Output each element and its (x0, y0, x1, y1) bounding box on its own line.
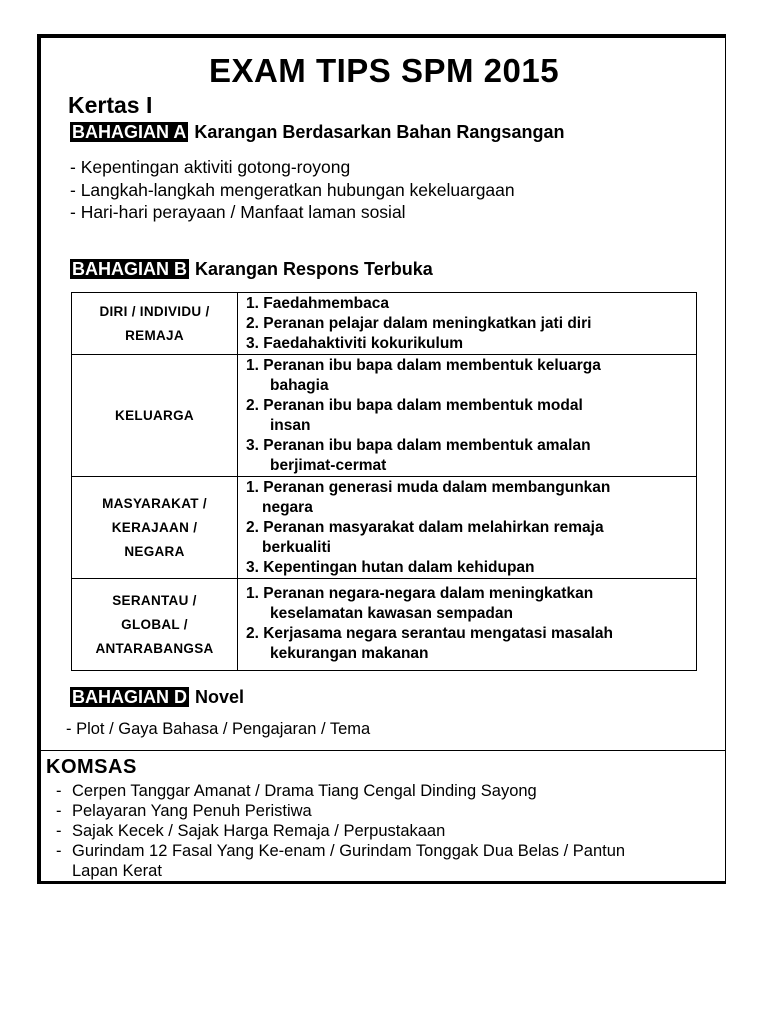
category-label: GLOBAL / (121, 616, 188, 632)
section-divider (41, 750, 726, 751)
topic-line: 3. Peranan ibu bapa dalam membentuk amalan (246, 437, 591, 454)
section-a-tag: BAHAGIAN A (72, 122, 187, 142)
section-d-title: Novel (195, 687, 245, 707)
section-a-title: Karangan Berdasarkan Bahan Rangsangan (194, 122, 565, 142)
section-b-heading (70, 259, 433, 280)
category-label: NEGARA (124, 543, 185, 559)
list-item: - Sajak Kecek / Sajak Harga Remaja / Perpustakaan (56, 822, 446, 840)
category-cell (72, 477, 238, 579)
list-item: - Langkah-langkah mengeratkan hubungan kekeluargaan (70, 179, 515, 200)
category-label: MASYARAKAT / (102, 495, 207, 511)
section-b-title: Karangan Respons Terbuka (195, 259, 433, 279)
topic-line: 3. Faedahaktiviti kokurikulum (246, 335, 464, 352)
section-d-item: - Plot / Gaya Bahasa / Pengajaran / Tema (66, 720, 371, 738)
topic-line: 1. Faedahmembaca (246, 295, 390, 312)
topics-cell (238, 477, 697, 579)
category-label: KERAJAAN / (111, 519, 198, 535)
topics-cell (238, 355, 697, 477)
topic-line: insan (270, 417, 311, 434)
category-label: SERANTAU / (112, 592, 197, 608)
topic-line: 3. Kepentingan hutan dalam kehidupan (246, 559, 535, 576)
section-d-tag: BAHAGIAN D (72, 687, 187, 707)
list-item: - Gurindam 12 Fasal Yang Ke-enam / Gurindam Tonggak Dua Belas / Pantun (56, 842, 626, 860)
topic-line: berkualiti (262, 539, 331, 556)
category-cell (72, 355, 238, 477)
category-cell (72, 293, 238, 355)
page-title: EXAM TIPS SPM 2015 (208, 52, 560, 89)
table-row (72, 477, 697, 579)
topics-cell (238, 579, 697, 671)
topic-line: negara (262, 499, 313, 516)
topic-line: 1. Peranan generasi muda dalam membangunkan (246, 479, 611, 496)
topic-line: 2. Peranan masyarakat dalam melahirkan remaja (246, 519, 604, 536)
topic-line: 2. Kerjasama negara serantau mengatasi masalah (246, 625, 614, 642)
list-item: - Kepentingan aktiviti gotong-royong (70, 157, 351, 177)
komsas-heading: KOMSAS (46, 756, 137, 778)
table-row (72, 579, 697, 671)
section-b-tag: BAHAGIAN B (72, 259, 187, 279)
category-label: KELUARGA (115, 407, 194, 423)
category-label: ANTARABANGSA (95, 640, 214, 656)
topic-line: 1. Peranan negara-negara dalam meningkatkan (246, 585, 594, 602)
category-label: DIRI / INDIVIDU / (99, 303, 210, 319)
komsas-list (56, 781, 625, 881)
topic-line: bahagia (270, 377, 329, 394)
table-row (72, 293, 697, 355)
topic-line: 2. Peranan pelajar dalam meningkatkan jati diri (246, 315, 592, 332)
list-item: - Cerpen Tanggar Amanat / Drama Tiang Cengal Dinding Sayong (56, 782, 537, 800)
topic-line: 1. Peranan ibu bapa dalam membentuk keluarga (246, 357, 601, 374)
list-item-continuation: Lapan Kerat (72, 862, 162, 880)
section-a-heading (70, 122, 564, 143)
paper-heading: Kertas I (68, 92, 153, 118)
section-d-heading (70, 687, 244, 708)
category-label: REMAJA (125, 327, 184, 343)
list-item: - Pelayaran Yang Penuh Peristiwa (56, 802, 312, 820)
topics-cell (238, 293, 697, 355)
table-row (72, 355, 697, 477)
topic-line: 2. Peranan ibu bapa dalam membentuk modal (246, 397, 583, 414)
section-a-list (70, 156, 515, 224)
list-item: - Hari-hari perayaan / Manfaat laman sosial (70, 202, 406, 222)
topic-line: keselamatan kawasan sempadan (270, 605, 513, 622)
topic-line: kekurangan makanan (270, 645, 429, 662)
topic-line: berjimat-cermat (270, 457, 387, 474)
section-b-table (71, 292, 697, 671)
category-cell (72, 579, 238, 671)
